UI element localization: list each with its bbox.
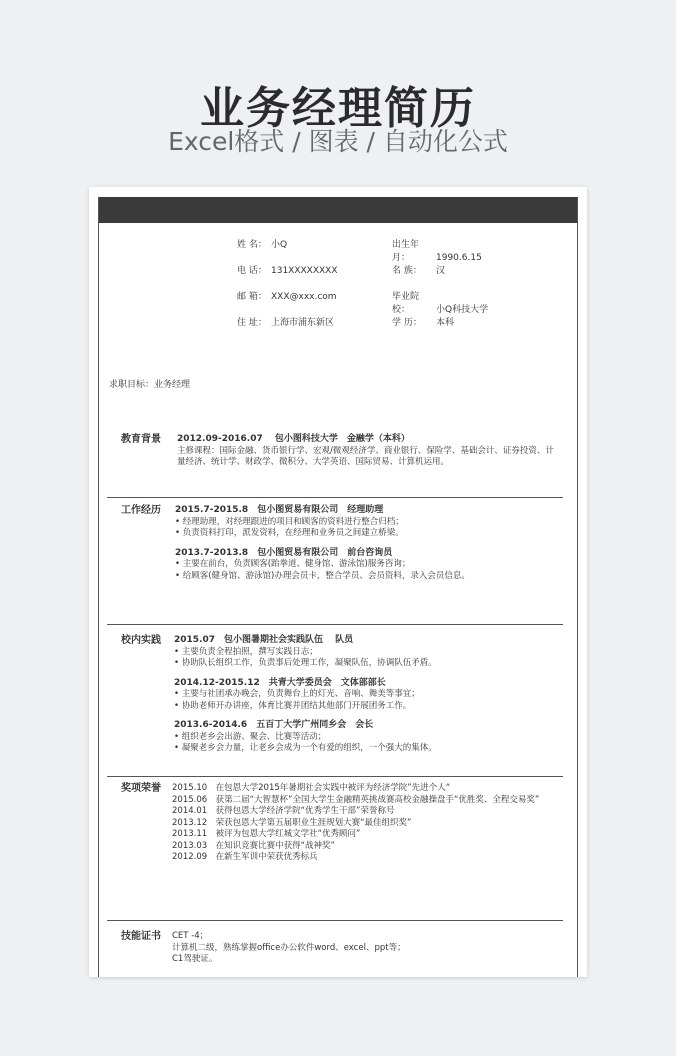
info-ethnicity: 名 族： 汉 — [392, 266, 446, 276]
list-item: • 协助老师开办讲座，体育比赛并团结其他部门开展团务工作。 — [174, 701, 561, 713]
info-degree: 学 历： 本科 — [392, 318, 455, 328]
list-item: • 负责资料打印，派发资料，在经理和业务员之间建立桥梁。 — [175, 528, 561, 540]
list-item: C1驾驶证。 — [172, 954, 218, 964]
list-item: 2015.06 获第二届“大智慧杯”全国大学生金融精英挑战赛高校金融操盘手“优胜奖、全程交易奖” — [172, 794, 540, 805]
list-item: 2015.10 在包恩大学2015年暑期社会实践中被评为经济学院”先进个人“ — [172, 783, 451, 793]
section-label: 技能证书 — [121, 931, 161, 942]
list-item: 2013.12 荣获包恩大学第五届职业生涯规划大赛“最佳组织奖” — [172, 817, 412, 828]
edu-head: 2012.09-2016.07 包小图科技大学 金融学（本科） — [177, 434, 410, 444]
divider — [107, 497, 563, 498]
info-school: 毕业院校： 小Q科技大学 — [392, 292, 489, 315]
work-head-1: 2015.7-2015.8 包小图贸易有限公司 经理助理 — [175, 505, 384, 515]
list-item: • 主要与社团承办晚会，负责舞台上的灯光、音响、舞美等事宜； — [174, 689, 561, 701]
list-item: CET -4； — [172, 931, 209, 941]
list-item: • 经理助理，对经理跟进的项目和顾客的资料进行整合归档； — [175, 517, 561, 529]
divider — [107, 624, 563, 625]
campus-head-2: 2014.12-2015.12 共青大学委员会 文体部部长 — [174, 677, 386, 688]
list-item: 2013.03 在知识竞赛比赛中获得“战神奖” — [172, 840, 335, 851]
page-subtitle: Excel格式 / 图表 / 自动化公式 — [168, 127, 508, 156]
campus-head-1: 2015.07 包小图暑期社会实践队伍 队员 — [174, 635, 354, 645]
campus-head-3: 2013.6-2014.6 五百丁大学广州同乡会 会长 — [174, 720, 374, 730]
section-label: 工作经历 — [121, 505, 161, 516]
list-item: • 协助队长组织工作，负责事后处理工作，凝聚队伍，协调队伍矛盾。 — [174, 658, 561, 670]
page-title: 业务经理简历 — [200, 83, 476, 134]
list-item: • 组织老乡会出游、聚会、比赛等活动； — [174, 732, 561, 744]
info-phone: 电 话： 131XXXXXXXX — [237, 266, 338, 276]
resume-paper — [89, 187, 587, 977]
job-goal: 求职目标：业务经理 — [109, 380, 191, 390]
info-address: 住 址： 上海市浦东新区 — [237, 318, 335, 328]
list-item: • 主要负责全程拍照，撰写实践日志； — [174, 647, 561, 659]
divider — [107, 920, 563, 921]
info-name: 姓 名： 小Q — [237, 240, 288, 250]
list-item: 2012.09 在新生军训中荣获优秀标兵 — [172, 852, 318, 862]
divider — [107, 776, 563, 777]
list-item: 计算机二级，熟练掌握office办公软件word、excel、ppt等； — [172, 942, 406, 953]
list-item: 2013.11 被评为包恩大学红城文学社“优秀顾问” — [172, 829, 361, 839]
section-label: 教育背景 — [121, 434, 161, 445]
resume-top-bar — [99, 197, 577, 223]
list-item: • 凝聚老乡会力量，让老乡会成为一个有爱的组织，一个强大的集体。 — [174, 743, 561, 755]
list-item: • 给顾客(健身馆、游泳馆)办理会员卡，整合学员、会员资料，录入会员信息。 — [175, 571, 561, 583]
section-label: 奖项荣誉 — [121, 783, 161, 794]
info-birth: 出生年月： 1990.6.15 — [392, 240, 482, 263]
work-head-2: 2013.7-2013.8 包小图贸易有限公司 前台咨询员 — [175, 547, 393, 558]
list-item: • 主要在前台，负责顾客(跆拳道、健身馆、游泳馆)服务咨询； — [175, 559, 561, 571]
info-email: 邮 箱： XXX@xxx.com — [237, 292, 337, 302]
section-label: 校内实践 — [121, 635, 161, 646]
edu-text: 主修课程：国际金融、货币银行学、宏观/微观经济学、商业银行、保险学、基础会计、证券投资、计量经济、统计学、财政学、微积分、大学英语、国际贸易、计算机运用。 — [177, 445, 554, 467]
list-item: 2014.01 获得包恩大学经济学院“优秀学生干部”荣誉称号 — [172, 806, 395, 816]
